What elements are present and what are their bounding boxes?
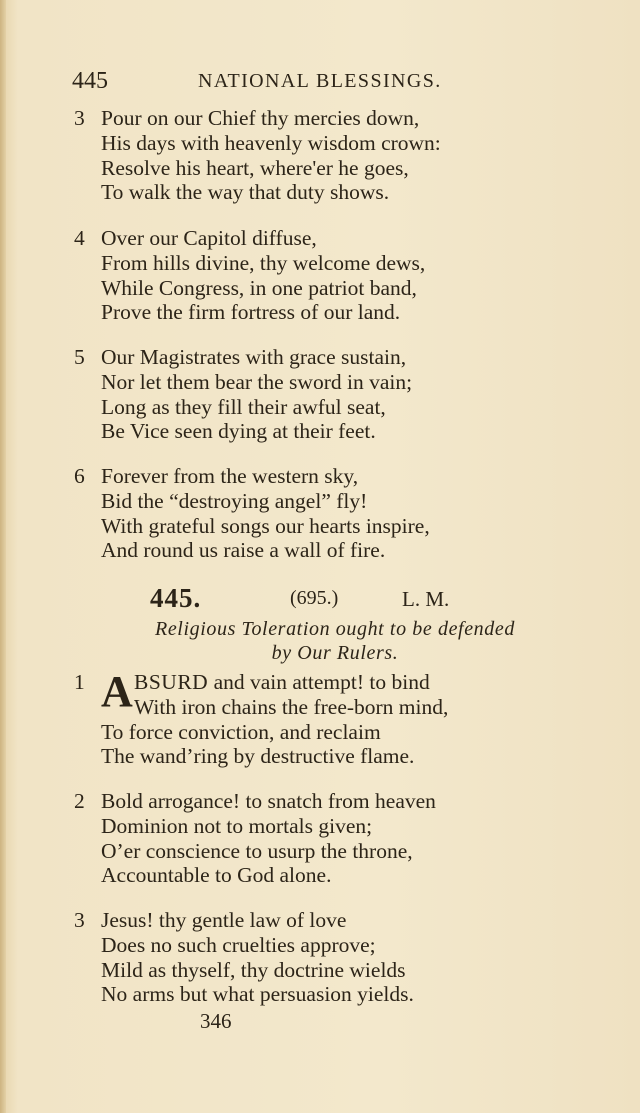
hymn-alt-number: (695.) (290, 587, 339, 609)
verse-line: Forever from the western sky, (101, 464, 359, 488)
stanza-number: 6 (74, 464, 85, 488)
stanza-2 (74, 789, 574, 888)
hymn-number: 445. (150, 583, 202, 613)
page-header (72, 68, 474, 98)
verse-line: Bid the “destroying angel” fly! (101, 488, 368, 513)
stanza-number: 2 (74, 789, 85, 813)
verse-line-first (74, 670, 574, 695)
verse-line: Over our Capitol diffuse, (101, 226, 317, 250)
verse-line: Resolve his heart, where'er he goes, (101, 155, 409, 180)
verse-line: Long as they fill their awful seat, (101, 394, 386, 419)
verse-line: Bold arrogance! to snatch from heaven (101, 789, 436, 813)
verse-line: O’er conscience to usurp the throne, (101, 838, 413, 863)
hymn-meter: L. M. (402, 587, 450, 611)
running-title: NATIONAL BLESSINGS. (198, 70, 442, 92)
stanza-number: 3 (74, 106, 85, 130)
verse-line: Pour on our Chief thy mercies down, (101, 106, 420, 130)
verse-line: From hills divine, thy welcome dews, (101, 250, 426, 275)
verse-line: Does no such cruelties approve; (101, 932, 376, 957)
hymn-title-line: by Our Rulers. (271, 642, 399, 664)
hymn-heading (150, 583, 470, 615)
verse-line: With iron chains the free-born mind, (134, 694, 449, 719)
verse-line: Our Magistrates with grace sustain, (101, 345, 407, 369)
hymn-title (100, 617, 570, 665)
stanza-6-prev-hymn (74, 464, 574, 563)
verse-line: To walk the way that duty shows. (101, 180, 390, 205)
drop-cap-letter: A (101, 667, 133, 716)
verse-line: Mild as thyself, thy doctrine wields (101, 957, 406, 982)
verse-line: Jesus! thy gentle law of love (101, 908, 347, 932)
opening-word: BSURD (134, 670, 209, 694)
verse-line: With grateful songs our hearts inspire, (101, 513, 430, 538)
verse-line-rest: and vain attempt! to bind (208, 670, 430, 694)
stanza-5-prev-hymn (74, 345, 574, 444)
stanza-number: 4 (74, 226, 85, 250)
verse-line: No arms but what persuasion yields. (101, 982, 414, 1007)
header-hymn-number: 445 (72, 68, 108, 94)
stanza-4-prev-hymn (74, 226, 574, 325)
verse-line: To force conviction, and reclaim (101, 719, 381, 744)
verse-line: Prove the firm fortress of our land. (101, 300, 401, 325)
stanza-3 (74, 908, 574, 1007)
stanza-3-prev-hymn (74, 106, 574, 205)
stanza-number: 5 (74, 345, 85, 369)
verse-line: Dominion not to mortals given; (101, 813, 373, 838)
verse-line: Nor let them bear the sword in vain; (101, 369, 413, 394)
stanza-1 (74, 667, 574, 769)
verse-line: Accountable to God alone. (101, 863, 332, 888)
verse-line: Be Vice seen dying at their feet. (101, 419, 376, 444)
page-spine-shadow (0, 0, 6, 1113)
verse-line: His days with heavenly wisdom crown: (101, 130, 441, 155)
verse-line: And round us raise a wall of fire. (101, 538, 386, 563)
hymn-title-line: Religious Toleration ought to be defended (155, 618, 515, 640)
page-folio-number: 346 (200, 1009, 232, 1033)
stanza-number: 3 (74, 908, 85, 932)
verse-line: The wand’ring by destructive flame. (101, 744, 415, 769)
verse-line: While Congress, in one patriot band, (101, 275, 417, 300)
stanza-number: 1 (74, 670, 85, 694)
